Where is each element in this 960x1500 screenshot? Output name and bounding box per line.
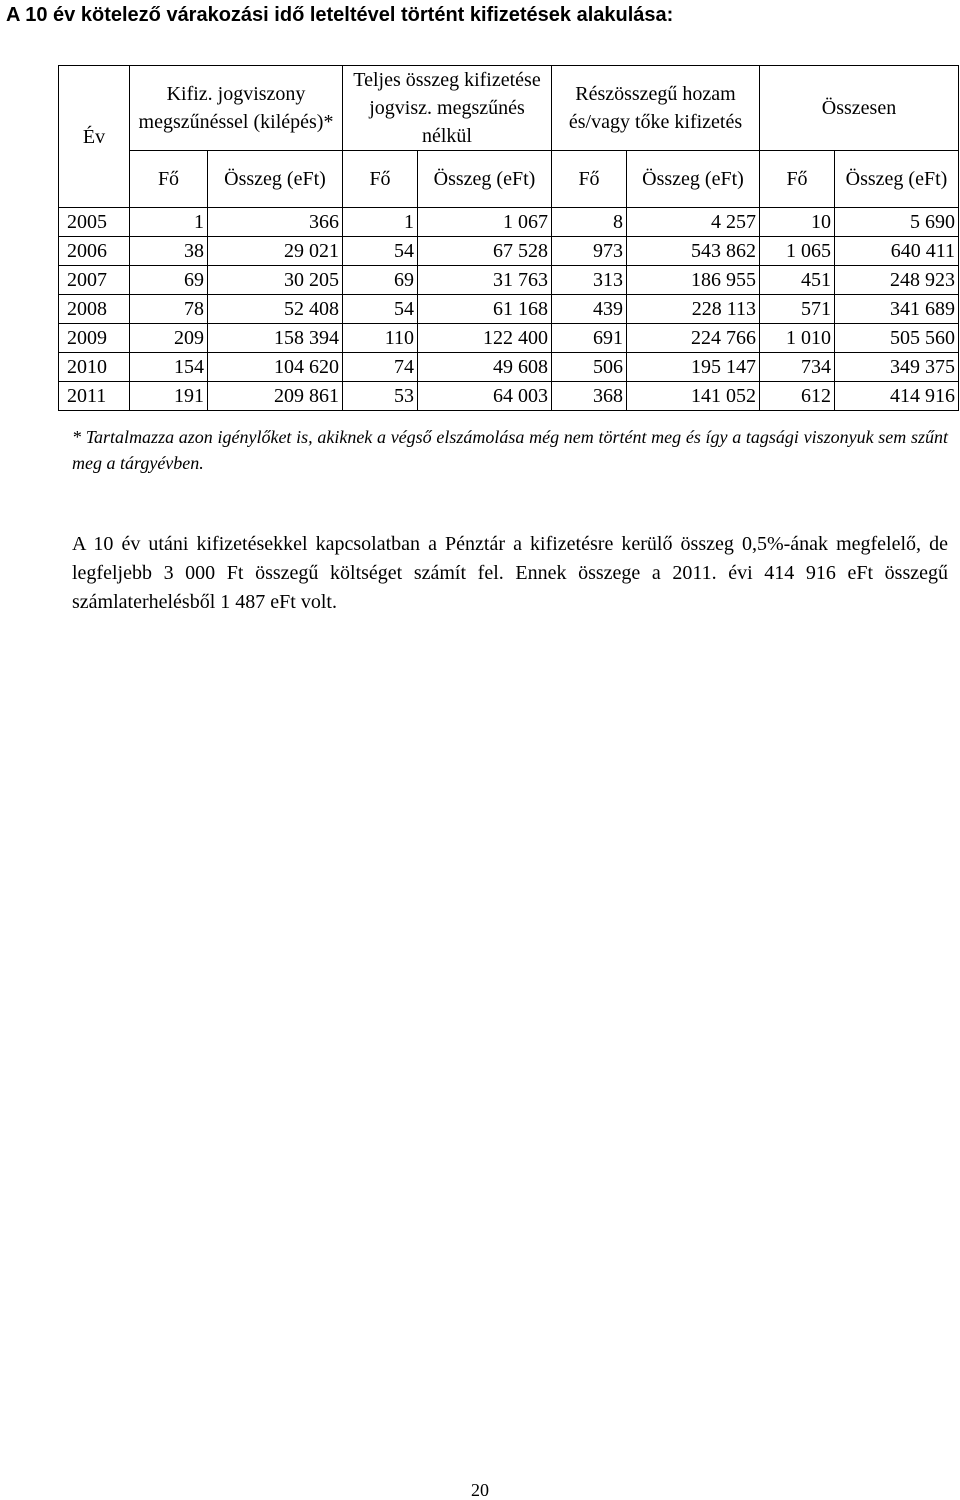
- table-cell: 1: [130, 208, 208, 237]
- table-cell: 349 375: [835, 353, 959, 382]
- table-cell: 209 861: [208, 382, 343, 411]
- table-cell: 1 010: [760, 324, 835, 353]
- table-cell: 54: [343, 237, 418, 266]
- table-cell: 228 113: [627, 295, 760, 324]
- table-cell: 209: [130, 324, 208, 353]
- year-cell: 2010: [59, 353, 130, 382]
- table-cell: 52 408: [208, 295, 343, 324]
- table-cell: 38: [130, 237, 208, 266]
- table-cell: 1 067: [418, 208, 552, 237]
- table-body: [59, 208, 959, 411]
- table-cell: 5 690: [835, 208, 959, 237]
- table-cell: 29 021: [208, 237, 343, 266]
- table-cell: 186 955: [627, 266, 760, 295]
- table-cell: 30 205: [208, 266, 343, 295]
- table-row: [59, 324, 959, 353]
- table-cell: 154: [130, 353, 208, 382]
- table-sub-header-row: [59, 151, 959, 208]
- table-cell: 224 766: [627, 324, 760, 353]
- year-cell: 2005: [59, 208, 130, 237]
- table-cell: 49 608: [418, 353, 552, 382]
- table-cell: 122 400: [418, 324, 552, 353]
- year-cell: 2008: [59, 295, 130, 324]
- sub-header-amount: Összeg (eFt): [835, 151, 959, 208]
- page-number: 20: [471, 1480, 489, 1500]
- sub-header-person: Fő: [343, 151, 418, 208]
- sub-header-amount: Összeg (eFt): [418, 151, 552, 208]
- group-header-exit: Kifiz. jogviszony megszűnéssel (kilépés)*: [130, 66, 343, 151]
- year-cell: 2007: [59, 266, 130, 295]
- table-cell: 571: [760, 295, 835, 324]
- table-cell: 61 168: [418, 295, 552, 324]
- group-header-full-payout: Teljes összeg kifizetése jogvisz. megszűnés nélkül: [343, 66, 552, 151]
- table-row: [59, 295, 959, 324]
- body-paragraph: A 10 év utáni kifizetésekkel kapcsolatban a Pénztár a kifizetésre kerülő összeg 0,5%-ának megfelelő, de legfeljebb 3 000 Ft összegű költséget számít fel. Ennek összege a 2011. évi 414 916 eFt összegű számlaterhelésből 1 487 eFt volt.: [72, 533, 948, 613]
- table-cell: 1 065: [760, 237, 835, 266]
- table-cell: 368: [552, 382, 627, 411]
- table-cell: 31 763: [418, 266, 552, 295]
- table-cell: 4 257: [627, 208, 760, 237]
- table-cell: 64 003: [418, 382, 552, 411]
- table-cell: 69: [343, 266, 418, 295]
- table-cell: 414 916: [835, 382, 959, 411]
- table-cell: 104 620: [208, 353, 343, 382]
- sub-header-person: Fő: [552, 151, 627, 208]
- table-cell: 341 689: [835, 295, 959, 324]
- table-footnote: * Tartalmazza azon igénylőket is, akiknek a végső elszámolása még nem történt meg és így a tagsági viszonyuk sem szűnt meg a tárgyévben.: [72, 427, 948, 473]
- year-cell: 2006: [59, 237, 130, 266]
- table-cell: 141 052: [627, 382, 760, 411]
- table-cell: 195 147: [627, 353, 760, 382]
- table-cell: 439: [552, 295, 627, 324]
- group-header-total: Összesen: [760, 66, 959, 151]
- table-cell: 8: [552, 208, 627, 237]
- table-cell: 691: [552, 324, 627, 353]
- table-cell: 506: [552, 353, 627, 382]
- table-cell: 973: [552, 237, 627, 266]
- table-cell: 451: [760, 266, 835, 295]
- table-cell: 74: [343, 353, 418, 382]
- payout-table: [58, 65, 959, 411]
- table-cell: 67 528: [418, 237, 552, 266]
- table-row: [59, 353, 959, 382]
- sub-header-person: Fő: [130, 151, 208, 208]
- table-cell: 640 411: [835, 237, 959, 266]
- table-cell: 78: [130, 295, 208, 324]
- table-cell: 54: [343, 295, 418, 324]
- table-cell: 53: [343, 382, 418, 411]
- table-row: [59, 382, 959, 411]
- table-cell: 612: [760, 382, 835, 411]
- table-cell: 248 923: [835, 266, 959, 295]
- table-cell: 191: [130, 382, 208, 411]
- table-cell: 158 394: [208, 324, 343, 353]
- year-column-header: Év: [59, 66, 130, 208]
- table-cell: 734: [760, 353, 835, 382]
- sub-header-amount: Összeg (eFt): [208, 151, 343, 208]
- table-cell: 313: [552, 266, 627, 295]
- table-cell: 543 862: [627, 237, 760, 266]
- sub-header-person: Fő: [760, 151, 835, 208]
- table-row: [59, 237, 959, 266]
- table-row: [59, 208, 959, 237]
- table-cell: 1: [343, 208, 418, 237]
- table-cell: 505 560: [835, 324, 959, 353]
- year-cell: 2011: [59, 382, 130, 411]
- table-cell: 366: [208, 208, 343, 237]
- group-header-partial-payout: Részösszegű hozam és/vagy tőke kifizetés: [552, 66, 760, 151]
- table-cell: 10: [760, 208, 835, 237]
- year-cell: 2009: [59, 324, 130, 353]
- table-cell: 69: [130, 266, 208, 295]
- table-group-header-row: [59, 66, 959, 151]
- table-cell: 110: [343, 324, 418, 353]
- sub-header-amount: Összeg (eFt): [627, 151, 760, 208]
- table-row: [59, 266, 959, 295]
- page-heading: A 10 év kötelező várakozási idő leteltével történt kifizetések alakulása:: [6, 4, 674, 26]
